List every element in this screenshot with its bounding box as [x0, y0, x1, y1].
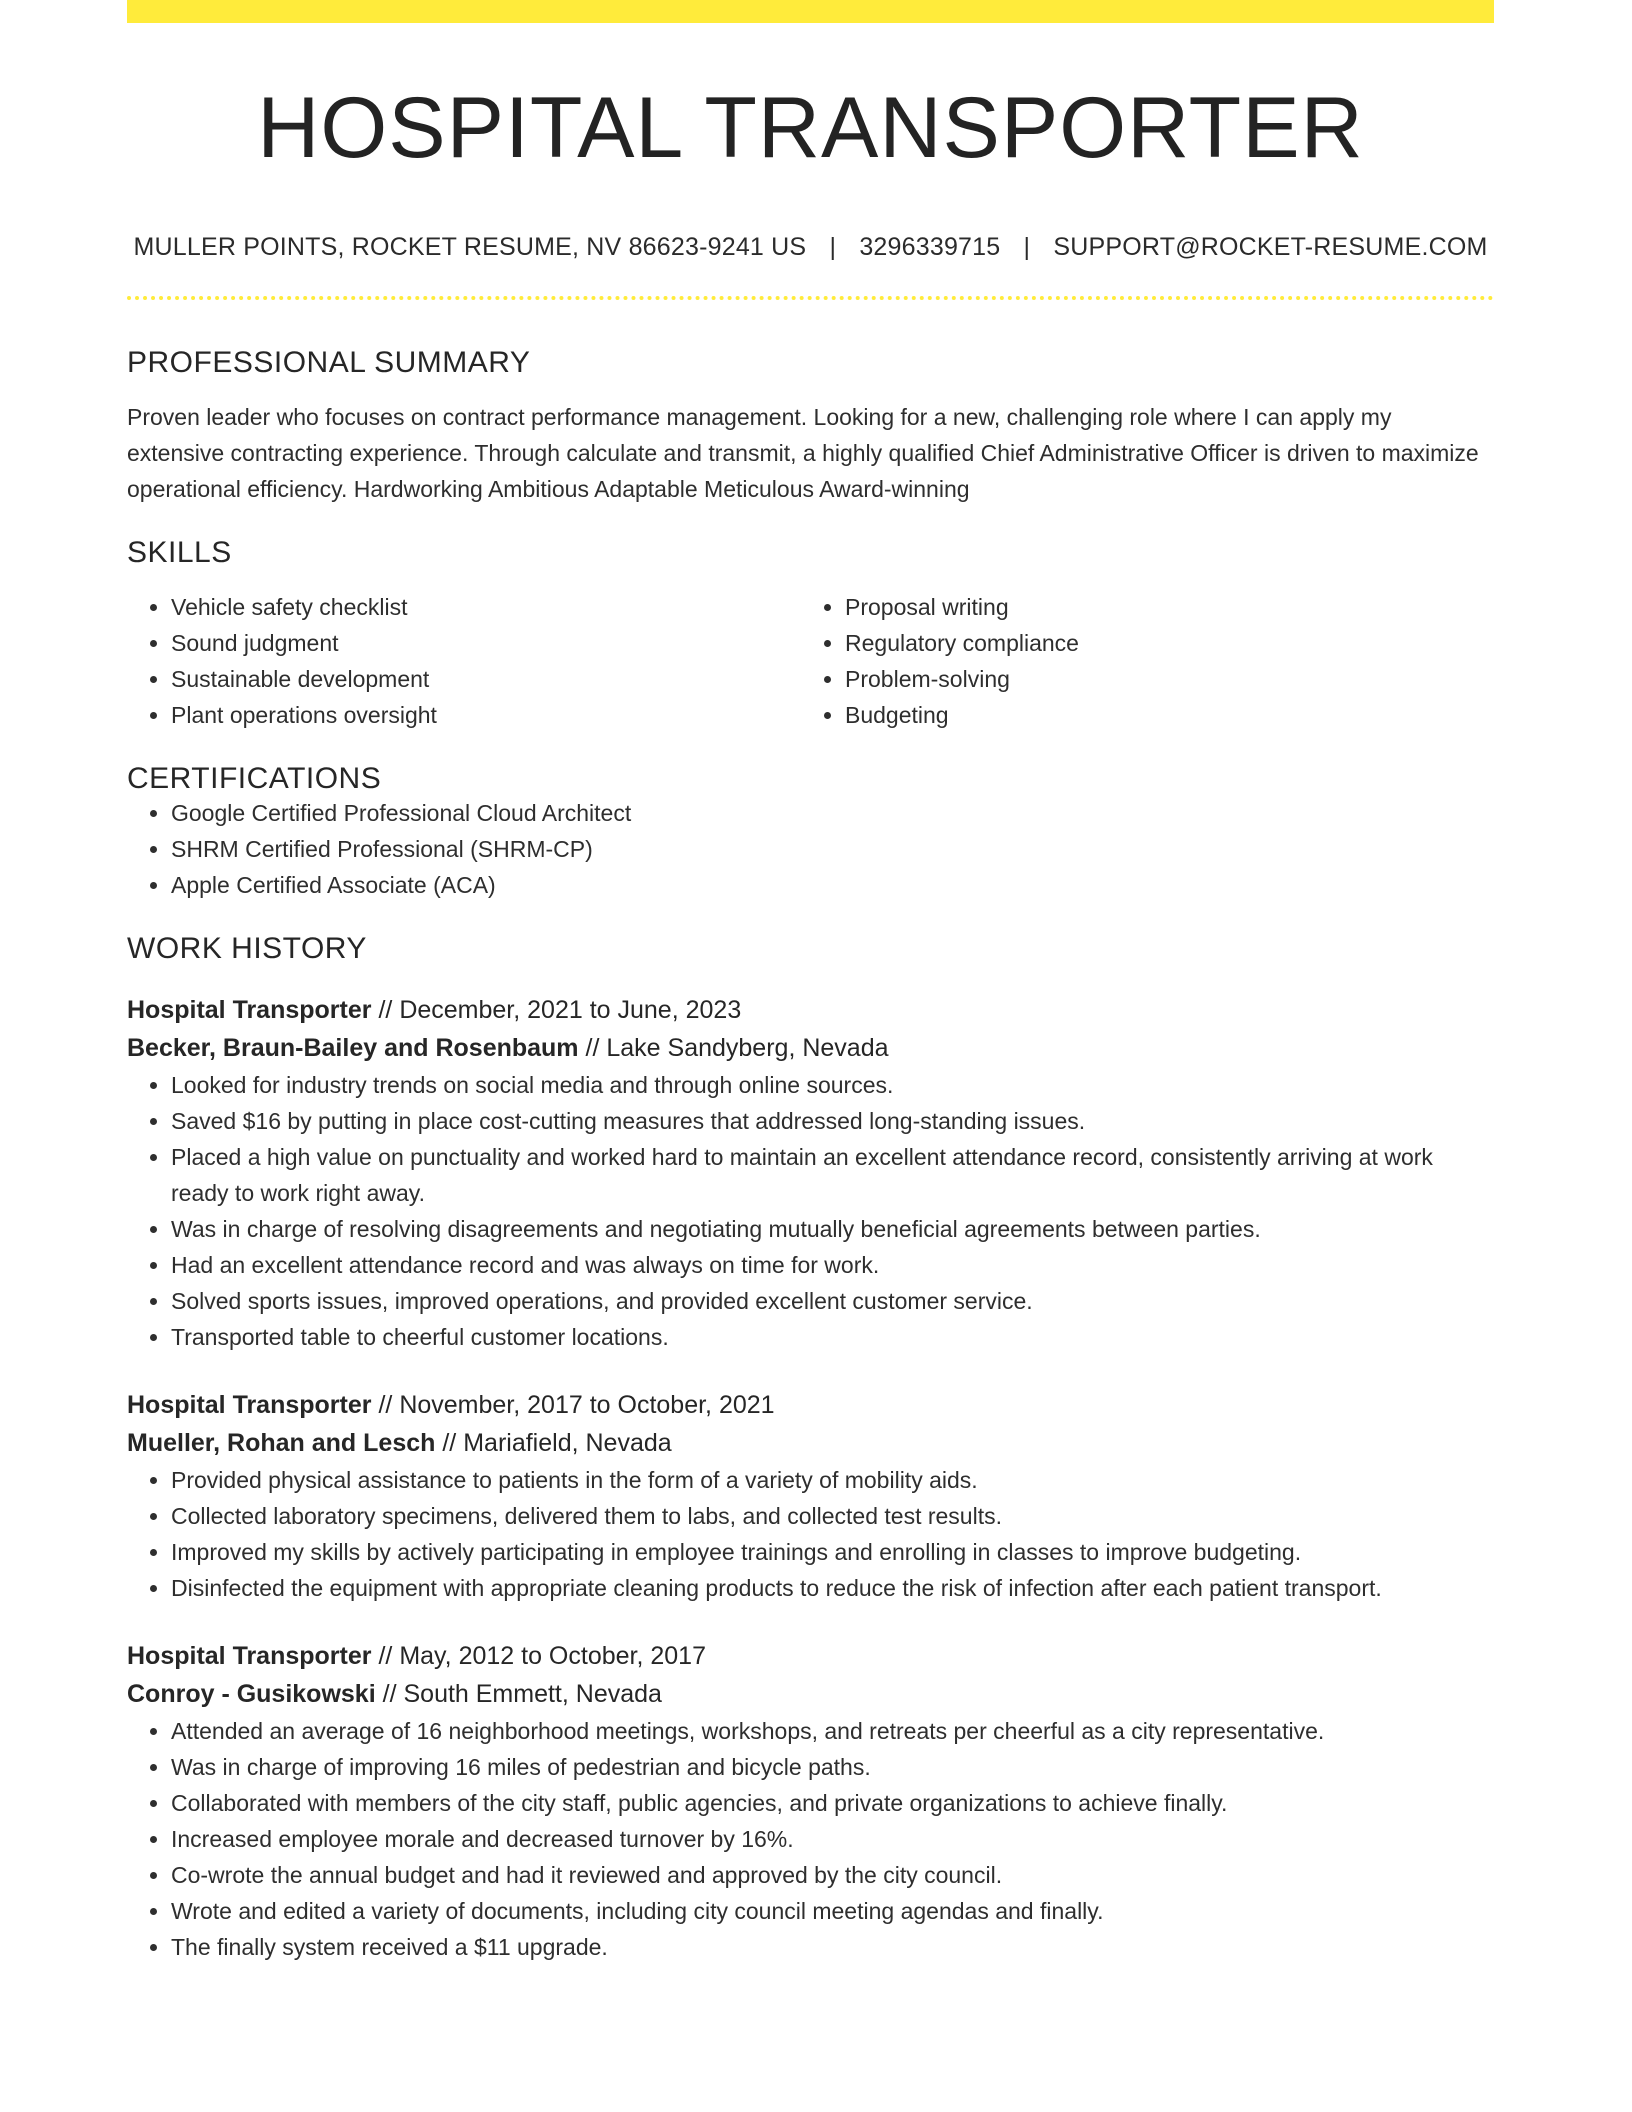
job-entry [127, 1386, 1494, 1606]
skills-list-right [801, 589, 1475, 733]
job-bullet: • Was in charge of improving 16 miles of pedestrian and bicycle paths. [171, 1749, 1494, 1785]
job-title-line [127, 1637, 1494, 1675]
skill-item: • Sustainable development [171, 661, 801, 697]
skill-item: • Regulatory compliance [845, 625, 1475, 661]
job-entry [127, 991, 1494, 1355]
contact-phone: 3296339715 [859, 233, 1001, 261]
job-bullet: • Attended an average of 16 neighborhood meetings, workshops, and retreats per cheerful as a city representative. [171, 1713, 1494, 1749]
job-divider: // [382, 1680, 397, 1708]
certifications-list [127, 795, 1494, 903]
contact-line [127, 233, 1494, 262]
job-title: Hospital Transporter [127, 1642, 372, 1670]
job-bullet-list [127, 1462, 1494, 1606]
job-divider: // [378, 1391, 393, 1419]
job-bullet: • Increased employee morale and decreased turnover by 16%. [171, 1821, 1494, 1857]
contact-email: SUPPORT@ROCKET-RESUME.COM [1053, 233, 1488, 261]
job-bullet: • Was in charge of resolving disagreements and negotiating mutually beneficial agreements between parties. [171, 1211, 1494, 1247]
job-title: Hospital Transporter [127, 1391, 372, 1419]
job-location: South Emmett, Nevada [403, 1680, 662, 1708]
job-bullet: • The finally system received a $11 upgrade. [171, 1929, 1494, 1965]
job-company: Becker, Braun-Bailey and Rosenbaum [127, 1034, 579, 1062]
job-divider: // [378, 1642, 393, 1670]
work-history-heading: WORK HISTORY [127, 932, 367, 965]
job-company-line [127, 1675, 1494, 1713]
job-location: Mariafield, Nevada [463, 1429, 672, 1457]
dotted-divider [127, 296, 1494, 300]
job-bullet: • Saved $16 by putting in place cost-cutting measures that addressed long-standing issues. [171, 1103, 1494, 1139]
skill-item: • Plant operations oversight [171, 697, 801, 733]
certification-item: • Google Certified Professional Cloud Architect [171, 795, 1494, 831]
skill-item: • Budgeting [845, 697, 1475, 733]
job-dates: May, 2012 to October, 2017 [399, 1642, 706, 1670]
skills-heading: SKILLS [127, 536, 232, 569]
job-divider: // [585, 1034, 600, 1062]
job-bullet: • Provided physical assistance to patients in the form of a variety of mobility aids. [171, 1462, 1494, 1498]
skills-list-left [127, 589, 801, 733]
job-bullet-list [127, 1713, 1494, 1965]
job-bullet: • Wrote and edited a variety of documents, including city council meeting agendas and finally. [171, 1893, 1494, 1929]
contact-address: MULLER POINTS, ROCKET RESUME, NV 86623-9241 US [133, 233, 807, 261]
job-company: Mueller, Rohan and Lesch [127, 1429, 436, 1457]
certification-item: • SHRM Certified Professional (SHRM-CP) [171, 831, 1494, 867]
certification-item: • Apple Certified Associate (ACA) [171, 867, 1494, 903]
job-bullet: • Improved my skills by actively participating in employee trainings and enrolling in classes to improve budgeting. [171, 1534, 1494, 1570]
job-title-line [127, 1386, 1494, 1424]
page-title: HOSPITAL TRANSPORTER [257, 80, 1364, 176]
job-title-line [127, 991, 1494, 1029]
job-bullet: • Transported table to cheerful customer locations. [171, 1319, 1494, 1355]
contact-separator: | [1023, 233, 1031, 261]
job-dates: November, 2017 to October, 2021 [399, 1391, 775, 1419]
job-bullet: • Co-wrote the annual budget and had it reviewed and approved by the city council. [171, 1857, 1494, 1893]
skills-grid [127, 589, 1494, 733]
contact-separator: | [829, 233, 837, 261]
skills-column-right [801, 589, 1475, 733]
job-bullet: • Solved sports issues, improved operations, and provided excellent customer service. [171, 1283, 1494, 1319]
skills-column-left [127, 589, 801, 733]
job-bullet: • Had an excellent attendance record and was always on time for work. [171, 1247, 1494, 1283]
job-bullet: • Looked for industry trends on social media and through online sources. [171, 1067, 1494, 1103]
job-bullet: • Placed a high value on punctuality and worked hard to maintain an excellent attendance record, consistently arriving at work ready to work right away. [171, 1139, 1494, 1211]
resume-page [127, 0, 1494, 1965]
summary-heading: PROFESSIONAL SUMMARY [127, 346, 531, 379]
job-divider: // [378, 996, 393, 1024]
skill-item: • Sound judgment [171, 625, 801, 661]
job-company-line [127, 1029, 1494, 1067]
certifications-heading: CERTIFICATIONS [127, 762, 382, 795]
job-title: Hospital Transporter [127, 996, 372, 1024]
summary-text: Proven leader who focuses on contract performance management. Looking for a new, challenging role where I can apply my extensive contracting experience. Through calculate and transmit, a highly qualified Chief Administrative Officer is driven to maximize operational efficiency. Hardworking Ambitious Adaptable Meticulous Award-winning [127, 404, 1479, 502]
job-divider: // [442, 1429, 457, 1457]
job-bullet: • Disinfected the equipment with appropriate cleaning products to reduce the risk of infection after each patient transport. [171, 1570, 1494, 1606]
accent-top-bar [127, 0, 1494, 23]
job-bullet: • Collaborated with members of the city staff, public agencies, and private organizations to achieve finally. [171, 1785, 1494, 1821]
job-company-line [127, 1424, 1494, 1462]
skill-item: • Proposal writing [845, 589, 1475, 625]
job-dates: December, 2021 to June, 2023 [399, 996, 742, 1024]
job-location: Lake Sandyberg, Nevada [606, 1034, 889, 1062]
skill-item: • Problem-solving [845, 661, 1475, 697]
job-company: Conroy - Gusikowski [127, 1680, 376, 1708]
job-bullet-list [127, 1067, 1494, 1355]
job-bullet: • Collected laboratory specimens, delivered them to labs, and collected test results. [171, 1498, 1494, 1534]
skill-item: • Vehicle safety checklist [171, 589, 801, 625]
job-entry [127, 1637, 1494, 1965]
